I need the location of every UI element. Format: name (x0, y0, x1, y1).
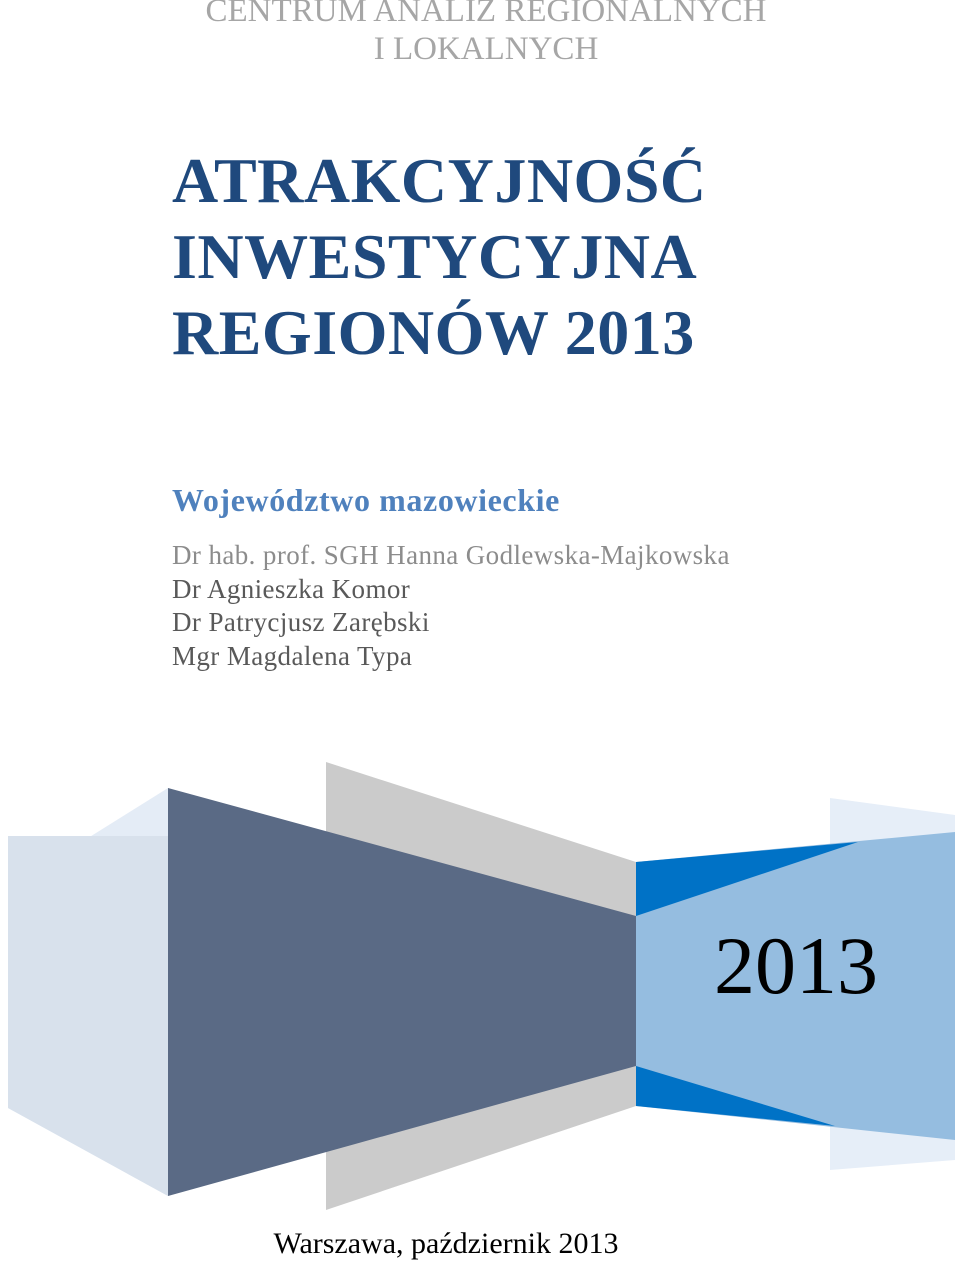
author-2: Dr Agnieszka Komor (172, 573, 411, 604)
author-1: Dr hab. prof. SGH Hanna Godlewska-Majkowska (172, 540, 730, 570)
cover-year: 2013 (714, 920, 878, 1011)
title-line-3: REGIONÓW 2013 (172, 297, 695, 368)
author-4: Mgr Magdalena Typa (172, 640, 413, 671)
author-3: Dr Patrycjusz Zarębski (172, 607, 430, 637)
institution-line-2: I LOKALNYCH (373, 31, 599, 67)
place-and-date: Warszawa, październik 2013 (273, 1227, 619, 1260)
region-subtitle: Województwo mazowieckie (172, 482, 560, 518)
title-line-2: INWESTYCYJNA (172, 221, 698, 292)
institution-line-1: CENTRUM ANALIZ REGIONALNYCH (205, 0, 767, 29)
cover-shape-left-panel (8, 836, 168, 1196)
title-line-1: ATRAKCYJNOŚĆ (172, 145, 707, 216)
